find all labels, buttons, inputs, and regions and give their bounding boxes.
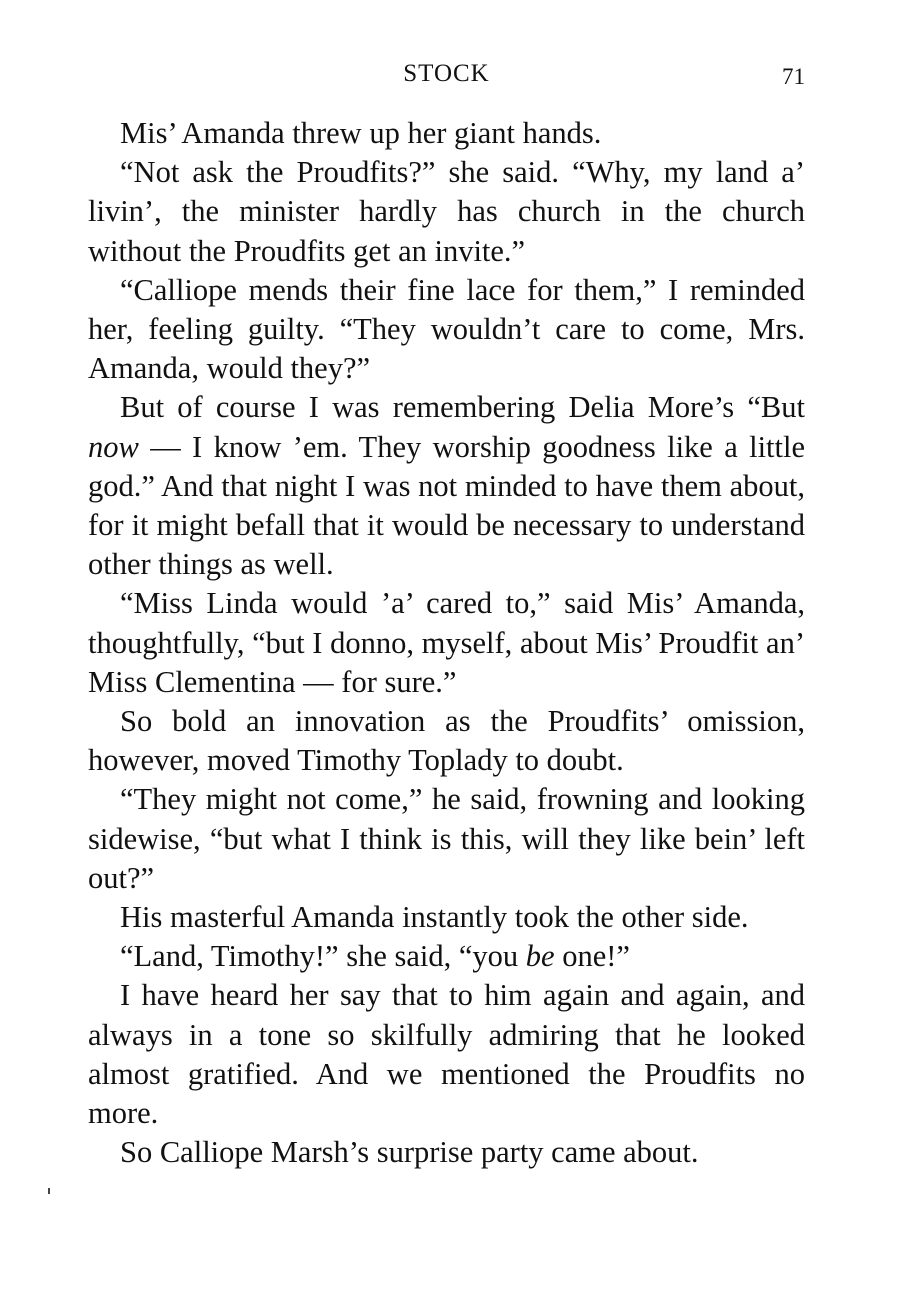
paragraph-4-end: — I know ’em. They worship goodness like a little god.” And that night I was not minded to have them about, for it might befall that it would be necessary to understand other things as well. xyxy=(88,429,805,582)
paragraph-8: His masterful Amanda instantly took the other side. xyxy=(120,900,749,935)
running-head xyxy=(88,58,805,92)
paragraph-1: Mis’ Amanda threw up her giant hands. xyxy=(120,116,602,150)
paragraph-9-end: one!” xyxy=(554,939,630,974)
italic-word-now: now xyxy=(88,429,139,464)
paragraph-5: “Miss Linda would ’a’ cared to,” said Mis’ Amanda, thoughtfully, “but I donno, myself, about Mis’ Proudfit an’ Miss Clementina — for sure.” xyxy=(88,586,805,699)
italic-word-be: be xyxy=(525,939,555,974)
paragraph-3: “Calliope mends their fine lace for them,” I reminded her, feeling guilty. “They wouldn’t care to come, Mrs. Amanda, would they?” xyxy=(88,272,805,386)
chapter-title: STOCK xyxy=(403,60,490,87)
paragraph-4 xyxy=(88,388,805,584)
paragraph-10: I have heard her say that to him again and again, and always in a tone so skilfully admiring that he looked almost gratified. And we mentioned the Proudfits no more. xyxy=(88,978,805,1131)
paragraph-6: So bold an innovation as the Proudfits’ omission, however, moved Timothy Toplady to doubt. xyxy=(88,704,805,778)
paragraph-9 xyxy=(88,937,805,976)
paragraph-7: “They might not come,” he said, frowning and looking sidewise, “but what I think is this, will they like bein’ left out?” xyxy=(88,782,805,895)
page-number: 71 xyxy=(782,64,805,89)
paragraph-4-start: But of course I was remembering Delia More’s “But xyxy=(120,390,805,425)
paragraph-2: “Not ask the Proudfits?” she said. “Why, my land a’ livin’, the minister hardly has church in the church without the Proudfits get an invite.” xyxy=(88,155,805,268)
body-text xyxy=(88,114,805,1172)
paragraph-11: So Calliope Marsh’s surprise party came about. xyxy=(120,1135,699,1170)
margin-mark xyxy=(48,1188,50,1194)
paragraph-9-start: “Land, Timothy!” she said, “you xyxy=(120,939,526,974)
